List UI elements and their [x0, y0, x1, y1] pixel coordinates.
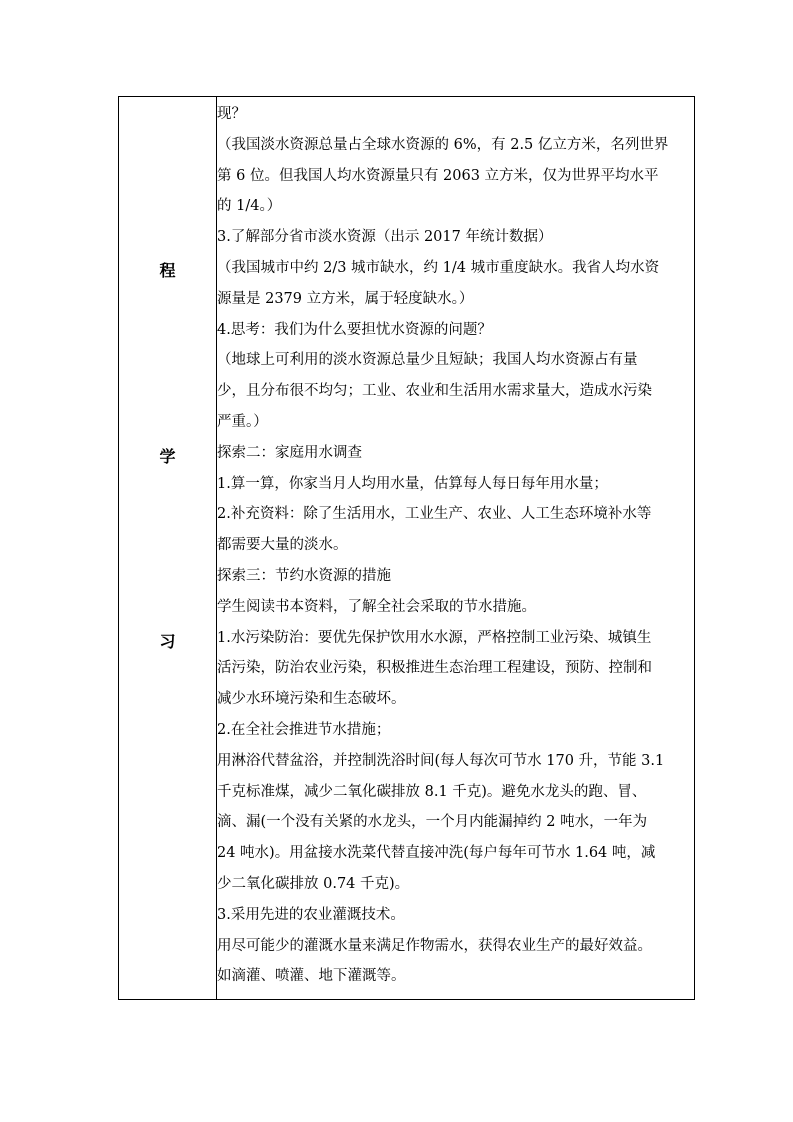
text-line: 源量是 2379 立方米，属于轻度缺水。）	[217, 290, 474, 307]
text-line: 24 吨水)。用盆接水洗菜代替直接冲洗(每户每年可节水 1.64 吨，减	[217, 845, 656, 862]
text-line: 活污染，防治农业污染，积极推进生态治理工程建设，预防、控制和	[217, 660, 652, 677]
text-line: 滴、漏(一个没有关紧的水龙头，一个月内能漏掉约 2 吨水，一年为	[217, 814, 648, 831]
text-line: 探索三：节约水资源的措施	[217, 567, 391, 584]
text-line: 千克标准煤，减少二氧化碳排放 8.1 千克)。避免水龙头的跑、冒、	[217, 783, 647, 800]
text-line: 1.算一算，你家当月人均用水量，估算每人每日每年用水量；	[217, 475, 608, 492]
text-line: 用尽可能少的灌溉水量来满足作物需水，获得农业生产的最好效益。	[217, 937, 652, 954]
text-line: 严重。）	[217, 413, 268, 430]
text-line: 如滴灌、喷灌、地下灌溉等。	[217, 968, 406, 985]
text-line: 2.补充资料：除了生活用水，工业生产、农业、人工生态环境补水等	[217, 506, 652, 523]
label-cheng: 程	[159, 261, 176, 280]
text-line: 探索二：家庭用水调查	[217, 444, 362, 461]
text-line: 第 6 位。但我国人均水资源量只有 2063 立方米，仅为世界平均水平	[217, 167, 659, 184]
label-xue: 学	[159, 447, 176, 466]
text-line: 少，且分布很不均匀；工业、农业和生活用水需求量大，造成水污染	[217, 383, 652, 400]
text-line: 用淋浴代替盆浴，并控制洗浴时间(每人每次可节水 170 升，节能 3.1	[217, 752, 665, 769]
text-line: （我国城市中约 2/3 城市缺水，约 1/4 城市重度缺水。我省人均水资	[217, 259, 660, 276]
content-cell	[217, 99, 695, 992]
text-line: 4.思考：我们为什么要担忧水资源的问题？	[217, 321, 492, 338]
text-line: 3.了解部分省市淡水资源（出示 2017 年统计数据）	[217, 229, 553, 246]
text-line: 1.水污染防治：要优先保护饮用水水源，严格控制工业污染、城镇生	[217, 629, 652, 646]
text-line: 2.在全社会推进节水措施；	[217, 721, 391, 738]
text-line: （我国淡水资源总量占全球水资源的 6%，有 2.5 亿立方米，名列世界	[217, 136, 669, 153]
text-line: 都需要大量的淡水。	[217, 537, 348, 554]
label-xi: 习	[159, 632, 176, 651]
lesson-table	[118, 96, 695, 1000]
text-line: 3.采用先进的农业灌溉技术。	[217, 906, 405, 923]
text-line: 少二氧化碳排放 0.74 千克)。	[217, 875, 410, 892]
text-line: （地球上可利用的淡水资源总量少且短缺；我国人均水资源占有量	[217, 352, 638, 369]
text-line: 减少水环境污染和生态破坏。	[217, 691, 406, 708]
text-line: 的 1/4。）	[217, 198, 282, 215]
text-line: 现？	[217, 106, 246, 122]
text-line: 学生阅读书本资料，了解全社会采取的节水措施。	[217, 598, 536, 615]
